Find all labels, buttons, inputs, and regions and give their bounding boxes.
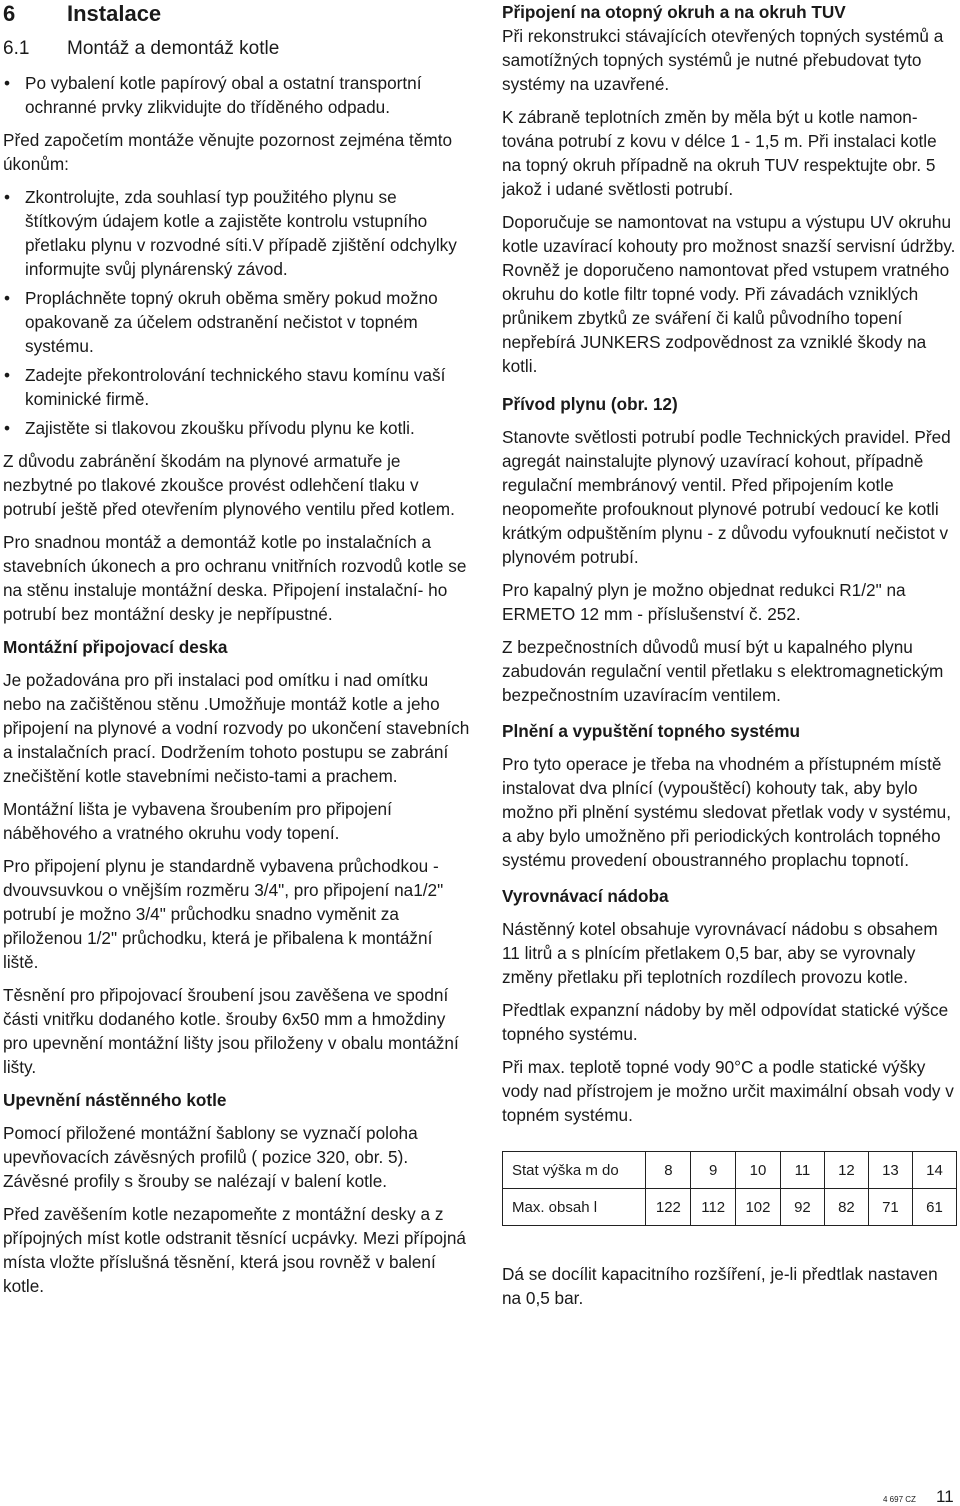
- list-item: [3, 71, 471, 119]
- page-number: 11: [936, 1487, 954, 1506]
- bullet-icon: •: [4, 187, 11, 207]
- table-cell: 61: [912, 1189, 956, 1226]
- table-row: [503, 1189, 957, 1226]
- list-item: [3, 363, 471, 411]
- list-item: [3, 416, 471, 440]
- paragraph: Montážní lišta je vybavena šroubením pro připojení náběhového a vratného okruhu vody topení.: [3, 799, 392, 843]
- left-column: [3, 0, 471, 1298]
- table-row-label: Stat výška m do: [503, 1152, 646, 1189]
- table-cell: 11: [780, 1152, 824, 1189]
- paragraph: Pro kapalný plyn je možno objednat redukci R1/2" na ERMETO 12 mm - příslušenství č. 252.: [502, 580, 906, 624]
- section-title: Montáž a demontáž kotle: [67, 38, 280, 59]
- table-cell: 13: [868, 1152, 912, 1189]
- chapter-number: 6: [3, 1, 16, 26]
- list-item: [3, 185, 471, 281]
- list-item-text: Zajistěte si tlakovou zkoušku přívodu plynu ke kotli.: [25, 418, 415, 438]
- subheading-wall-mounting: Upevnění nástěnného kotle: [3, 1090, 227, 1110]
- table-cell: 122: [646, 1189, 691, 1226]
- paragraph: Při rekonstrukci stávajících otevřených topných systémů a samotížných topných systémů je nutné přebudovat tyto systémy na uzavřené.: [502, 26, 944, 94]
- document-code: 4 697 CZ: [883, 1495, 916, 1504]
- subheading-mounting-board: Montážní připojovací deska: [3, 637, 228, 657]
- table-cell: 8: [646, 1152, 691, 1189]
- table-cell: 9: [691, 1152, 736, 1189]
- subheading-expansion-vessel: Vyrovnávací nádoba: [502, 886, 669, 906]
- subheading-filling: Plnění a vypuštění topného systému: [502, 721, 800, 741]
- paragraph: K zábraně teplotních změn by měla být u kotle namon-tována potrubí z kovu v délce 1 - 1,5 m. Při instalaci kotle na topný okruh případně na okruh TUV respektujte obr. 5 jakož i udané světlosti potrubí.: [502, 107, 937, 199]
- bullet-icon: •: [4, 365, 11, 385]
- table-row: [503, 1152, 957, 1189]
- subheading-gas-supply: Přívod plynu (obr. 12): [502, 394, 678, 414]
- table-cell: 10: [736, 1152, 781, 1189]
- paragraph: Před zavěšením kotle nezapomeňte z montážní desky a z přípojných míst kotle odstranit těsnící ucpávky. Mezi přípojná místa vložte příslušná těsnění, která jsou rovněž v balení kotle.: [3, 1204, 466, 1296]
- right-column: [502, 0, 957, 1310]
- chapter-heading: [3, 0, 471, 35]
- bullet-icon: •: [4, 73, 11, 93]
- bullet-icon: •: [4, 418, 11, 438]
- paragraph: Pro připojení plynu je standardně vybavena průchodkou - dvouvsuvkou o vnějším rozměru 3/4", pro připojení na1/2" potrubí je možno 3/4" průchodku snadno vyměnit za přiloženou 1/2" průchodku, která je přibalena k montážní liště.: [3, 856, 444, 972]
- paragraph: Pro tyto operace je třeba na vhodném a přístupném místě instalovat dva plnící (vypouštěcí) kohouty tak, aby bylo možno při plnění systému sledovat přetlak vody v systému, a aby bylo umožněno při periodických kontrolách topného systému provedení oboustranného proplachu topnotí.: [502, 754, 951, 870]
- table-cell: 71: [868, 1189, 912, 1226]
- paragraph: Pro snadnou montáž a demontáž kotle po instalačních a stavebních úkonech a pro ochranu vnitřních rozvodů kotle se na stěnu instaluje montážní deska. Připojení instalační- ho potrubí bez montážní desky je nepřípustné.: [3, 532, 467, 624]
- section-number: 6.1: [3, 38, 30, 59]
- paragraph: Stanovte světlosti potrubí podle Technických pravidel. Před agregát nainstalujte plynový uzavírací kohout, případně regulační membránový ventil. Před připojením kotle neopomeňte profouknout plynové potrubí vedoucí ke kotli krátkým odpuštěním plynu - z důvodu vyfouknutí nečistot v plynovém potrubí.: [502, 427, 951, 567]
- list-item: [3, 286, 471, 358]
- paragraph: Z důvodu zabránění škodám na plynové armatuře je nezbytné po tlakové zkoušce provést odlehčení tlaku v potrubí ještě před otevřením plynového ventilu před kotlem.: [3, 451, 455, 519]
- list-item-text: Po vybalení kotle papírový obal a ostatní transportní ochranné prvky zlikvidujte do tříděného odpadu.: [25, 73, 422, 117]
- list-item-text: Propláchněte topný okruh oběma směry pokud možno opakovaně za účelem odstranění nečistot v topném systému.: [25, 288, 438, 356]
- paragraph: Nástěnný kotel obsahuje vyrovnávací nádobu s obsahem 11 litrů a s plnícím přetlakem 0,5 bar, aby se vyrovnaly změny přetlaku při teplotních rozdílech provozu kotle.: [502, 919, 938, 987]
- paragraph: Pomocí přiložené montážní šablony se vyznačí poloha upevňovacích závěsných profilů ( pozice 320, obr. 5). Závěsné profily s šrouby se nalézají v balení kotle.: [3, 1123, 418, 1191]
- section-heading: [3, 37, 471, 71]
- paragraph: Těsnění pro připojovací šroubení jsou zavěšena ve spodní části vnitřku dodaného kotle. šrouby 6x50 mm a hmoždiny pro upevnění montážní lišty jsou přiloženy v obalu montážní lišty.: [3, 985, 459, 1077]
- preparation-list: [3, 185, 471, 440]
- paragraph: Před započetím montáže věnujte pozornost zejména těmto úkonům:: [3, 130, 453, 174]
- paragraph: Je požadována pro při instalaci pod omítku i nad omítku nebo na začištěnou stěnu .Umožňuje montáž kotle a jeho připojení na plynové a vodní rozvody po ukončení stavebních a instalačních prací. Dodržením tohoto postupu se zabrání znečištění kotle stavebními nečisto-tami a prachem.: [3, 670, 470, 786]
- table-cell: 102: [736, 1189, 781, 1226]
- chapter-title: Instalace: [67, 1, 162, 26]
- table-row-label: Max. obsah l: [503, 1189, 646, 1226]
- bullet-icon: •: [4, 288, 11, 308]
- paragraph: Předtlak expanzní nádoby by měl odpovídat statické výšce topného systému.: [502, 1000, 949, 1044]
- table-cell: 14: [912, 1152, 956, 1189]
- paragraph: Dá se docílit kapacitního rozšíření, je-li předtlak nastaven na 0,5 bar.: [502, 1264, 938, 1308]
- paragraph: Z bezpečnostních důvodů musí být u kapalného plynu zabudován regulační ventil přetlaku s elektromagnetickým bezpečnostním uzavíracím ventilem.: [502, 637, 944, 705]
- paragraph: Doporučuje se namontovat na vstupu a výstupu UV okruhu kotle uzavírací kohouty pro možnost snazší servisní údržby. Rovněž je doporučeno namontovat před vstupem vratného okruhu do kotle filtr topné vody. Při závadách vzniklých průnikem zbytků ze sváření či kalů původního topení nepřebírá JUNKERS zodpovědnost za vzniklé škody na kotli.: [502, 212, 956, 376]
- table-cell: 12: [824, 1152, 868, 1189]
- table-cell: 92: [780, 1189, 824, 1226]
- unpacking-list: [3, 71, 471, 119]
- paragraph: Při max. teplotě topné vody 90°C a podle statické výšky vody nad přístrojem je možno určit maximální obsah vody v topném systému.: [502, 1057, 954, 1125]
- table-cell: 82: [824, 1189, 868, 1226]
- list-item-text: Zadejte překontrolování technického stavu komínu vaší kominické firmě.: [25, 365, 446, 409]
- water-volume-table: [502, 1151, 957, 1226]
- list-item-text: Zkontrolujte, zda souhlasí typ použitého plynu se štítkovým údajem kotle a zajistěte kontrolu vstupního přetlaku plynu v rozvodné síti.V případě zjištění odchylky informujte svůj plynárenský závod.: [25, 187, 457, 279]
- table-cell: 112: [691, 1189, 736, 1226]
- subheading-heating-connection: Připojení na otopný okruh a na okruh TUV: [502, 2, 846, 22]
